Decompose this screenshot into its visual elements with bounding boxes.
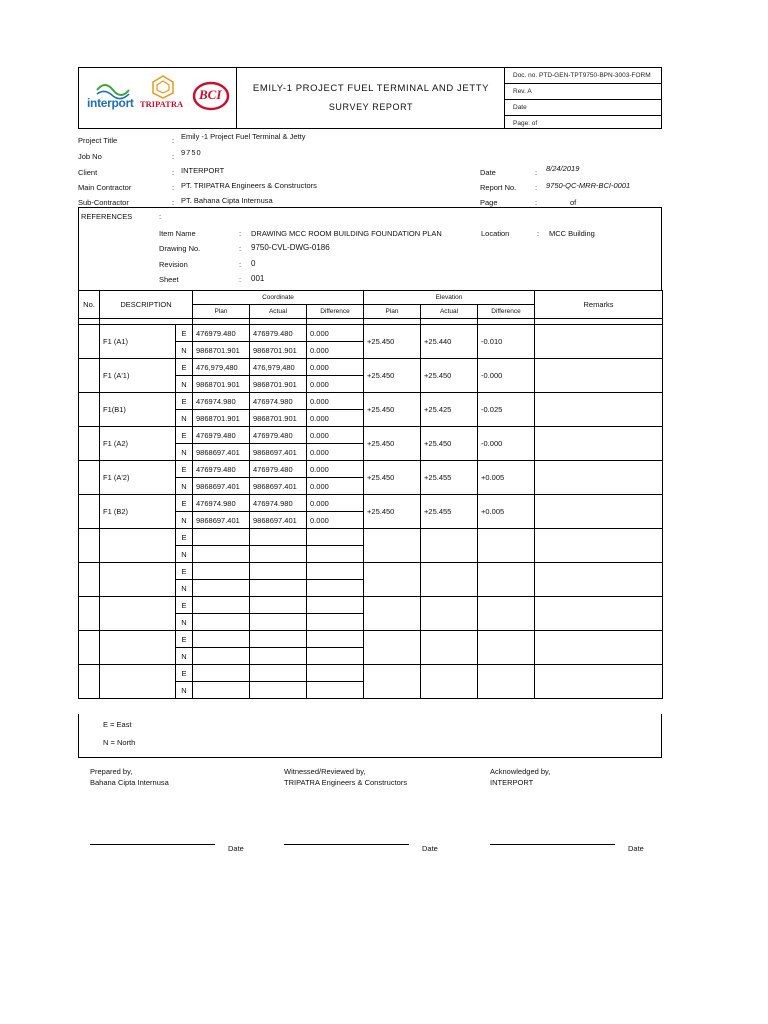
document-meta	[505, 68, 661, 128]
tripatra-logo-text: TRIPATRA	[140, 99, 184, 109]
row-n-plan	[193, 546, 250, 563]
row-e-difference: 0.000	[307, 495, 364, 512]
row-elev-plan: +25.450	[364, 461, 421, 495]
document-header	[78, 67, 662, 129]
revision-label: Revision	[159, 260, 188, 269]
row-n-actual	[250, 614, 307, 631]
row-e-difference	[307, 597, 364, 614]
sub-contractor-label: Sub-Contractor	[78, 198, 129, 207]
row-description: F1(B1)	[100, 393, 176, 427]
row-e-plan: 476,979,480	[193, 359, 250, 376]
row-n-actual: 9868701.901	[250, 376, 307, 393]
drawing-no-label: Drawing No.	[159, 244, 201, 253]
header-elevation: Elevation	[364, 291, 535, 305]
page-of: of	[570, 198, 577, 207]
row-elev-actual	[421, 597, 478, 631]
row-e-plan: 476974.980	[193, 495, 250, 512]
row-n-actual	[250, 546, 307, 563]
colon: :	[172, 183, 175, 192]
row-elev-actual: +25.440	[421, 325, 478, 359]
row-n-actual	[250, 648, 307, 665]
row-e-actual	[250, 665, 307, 682]
logo-area	[79, 68, 237, 128]
row-e-actual	[250, 529, 307, 546]
colon: :	[172, 198, 175, 207]
colon: :	[537, 229, 540, 238]
row-n-actual	[250, 682, 307, 699]
legend-east: E = East	[103, 720, 132, 729]
table-row	[79, 563, 663, 580]
row-no	[79, 461, 100, 495]
row-e-actual	[250, 631, 307, 648]
date-label: Date	[228, 844, 244, 853]
item-name-value: DRAWING MCC ROOM BUILDING FOUNDATION PLAN	[251, 229, 442, 238]
row-e-letter: E	[176, 393, 193, 410]
row-e-difference	[307, 631, 364, 648]
row-elev-difference: -0.010	[478, 325, 535, 359]
table-row	[79, 597, 663, 614]
tripatra-logo-icon	[152, 75, 174, 99]
colon: :	[535, 183, 538, 192]
row-elev-plan	[364, 529, 421, 563]
colon: :	[239, 244, 242, 253]
row-n-plan	[193, 648, 250, 665]
row-e-letter: E	[176, 359, 193, 376]
row-n-letter: N	[176, 444, 193, 461]
row-description: F1 (A'1)	[100, 359, 176, 393]
signature-line	[490, 844, 615, 845]
header-elev-actual: Actual	[421, 305, 478, 319]
row-elev-plan	[364, 631, 421, 665]
row-elev-plan	[364, 597, 421, 631]
colon: :	[535, 198, 538, 207]
row-e-actual: 476974.980	[250, 495, 307, 512]
row-no	[79, 427, 100, 461]
row-e-actual: 476979.480	[250, 427, 307, 444]
row-elev-difference	[478, 631, 535, 665]
survey-table	[78, 290, 663, 699]
legend	[78, 714, 662, 758]
document-title: EMILY-1 PROJECT FUEL TERMINAL AND JETTY	[252, 83, 490, 94]
row-e-difference: 0.000	[307, 427, 364, 444]
row-elev-actual: +25.450	[421, 427, 478, 461]
row-n-actual: 9868697.401	[250, 512, 307, 529]
revision: Rev. A	[505, 84, 661, 100]
sheet-label: Sheet	[159, 275, 179, 284]
interport-logo-text: interport	[87, 96, 134, 110]
row-description: F1 (A'2)	[100, 461, 176, 495]
row-e-plan	[193, 563, 250, 580]
row-e-letter: E	[176, 563, 193, 580]
row-elev-plan	[364, 665, 421, 699]
row-e-actual: 476,979,480	[250, 359, 307, 376]
row-elev-plan	[364, 563, 421, 597]
meta-page: Page: of	[513, 120, 538, 127]
row-n-actual: 9868701.901	[250, 342, 307, 359]
job-no-value: 9750	[181, 148, 202, 157]
client-value: INTERPORT	[181, 166, 225, 175]
row-e-plan	[193, 631, 250, 648]
header-description: DESCRIPTION	[100, 291, 193, 319]
row-n-letter: N	[176, 376, 193, 393]
row-no	[79, 393, 100, 427]
colon: :	[172, 136, 175, 145]
drawing-no-value: 9750-CVL-DWG-0186	[251, 243, 330, 252]
row-remarks	[535, 325, 663, 359]
row-n-difference: 0.000	[307, 410, 364, 427]
table-row	[79, 461, 663, 478]
row-n-actual: 9868697.401	[250, 444, 307, 461]
row-elev-difference	[478, 597, 535, 631]
colon: :	[239, 275, 242, 284]
location-label: Location	[481, 229, 510, 238]
bci-logo-text: BCI	[199, 87, 222, 102]
row-description	[100, 665, 176, 699]
row-remarks	[535, 461, 663, 495]
prepared-label: Prepared by,	[90, 767, 133, 776]
row-e-plan: 476979.480	[193, 461, 250, 478]
header-elev-plan: Plan	[364, 305, 421, 319]
row-e-plan: 476979.480	[193, 427, 250, 444]
row-n-actual: 9868701.901	[250, 410, 307, 427]
page-label: Page	[480, 198, 498, 207]
row-elev-actual: +25.425	[421, 393, 478, 427]
row-n-difference	[307, 648, 364, 665]
row-n-actual	[250, 580, 307, 597]
row-n-letter: N	[176, 410, 193, 427]
row-n-difference	[307, 580, 364, 597]
header-coord-plan: Plan	[193, 305, 250, 319]
row-elev-difference: +0.005	[478, 461, 535, 495]
main-contractor-label: Main Contractor	[78, 183, 132, 192]
row-n-difference: 0.000	[307, 478, 364, 495]
report-no-value: 9750-QC-MRR-BCI-0001	[546, 181, 631, 190]
signature-line	[284, 844, 409, 845]
row-elev-difference	[478, 563, 535, 597]
header-elev-difference: Difference	[478, 305, 535, 319]
client-label: Client	[78, 168, 98, 177]
row-remarks	[535, 631, 663, 665]
row-e-difference: 0.000	[307, 393, 364, 410]
acknowledged-by: INTERPORT	[490, 778, 534, 787]
row-e-plan	[193, 665, 250, 682]
sheet-value: 001	[251, 274, 265, 283]
row-e-difference: 0.000	[307, 359, 364, 376]
row-e-actual	[250, 563, 307, 580]
colon: :	[239, 229, 242, 238]
row-description: F1 (A2)	[100, 427, 176, 461]
row-n-letter: N	[176, 546, 193, 563]
row-elev-difference	[478, 529, 535, 563]
row-e-letter: E	[176, 631, 193, 648]
date-label: Date	[480, 168, 496, 177]
row-e-letter: E	[176, 427, 193, 444]
row-description	[100, 631, 176, 665]
row-elev-actual	[421, 665, 478, 699]
row-elev-actual: +25.455	[421, 495, 478, 529]
row-n-plan	[193, 614, 250, 631]
colon: :	[172, 152, 175, 161]
sub-contractor-value: PT. Bahana Cipta Internusa	[181, 196, 273, 205]
row-e-difference	[307, 665, 364, 682]
row-n-plan: 9868697.401	[193, 444, 250, 461]
row-elev-actual	[421, 631, 478, 665]
row-n-plan: 9868701.901	[193, 410, 250, 427]
colon: :	[535, 168, 538, 177]
row-remarks	[535, 529, 663, 563]
row-description	[100, 529, 176, 563]
row-n-plan: 9868697.401	[193, 512, 250, 529]
row-e-actual: 476979.480	[250, 325, 307, 342]
row-n-letter: N	[176, 648, 193, 665]
row-n-actual: 9868697.401	[250, 478, 307, 495]
row-e-letter: E	[176, 529, 193, 546]
job-no-label: Job No	[78, 152, 102, 161]
row-n-letter: N	[176, 342, 193, 359]
header-coord-actual: Actual	[250, 305, 307, 319]
row-n-plan: 9868697.401	[193, 478, 250, 495]
row-no	[79, 563, 100, 597]
row-e-actual: 476974.980	[250, 393, 307, 410]
colon: :	[172, 168, 175, 177]
prepared-by: Bahana Cipta Internusa	[90, 778, 169, 787]
row-elev-actual	[421, 529, 478, 563]
acknowledged-label: Acknowledged by,	[490, 767, 551, 776]
row-n-difference	[307, 546, 364, 563]
table-row	[79, 393, 663, 410]
row-e-plan	[193, 529, 250, 546]
row-remarks	[535, 495, 663, 529]
row-n-letter: N	[176, 682, 193, 699]
witnessed-by: TRIPATRA Engineers & Constructors	[284, 778, 408, 787]
colon: :	[159, 212, 162, 221]
row-e-letter: E	[176, 597, 193, 614]
row-n-letter: N	[176, 512, 193, 529]
legend-north: N = North	[103, 738, 136, 747]
table-row	[79, 529, 663, 546]
row-remarks	[535, 597, 663, 631]
date-label: Date	[422, 844, 438, 853]
row-e-plan: 476979.480	[193, 325, 250, 342]
report-no-label: Report No.	[480, 183, 517, 192]
project-title-value: Emily -1 Project Fuel Terminal & Jetty	[181, 132, 306, 141]
row-elev-plan: +25.450	[364, 359, 421, 393]
row-description: F1 (B2)	[100, 495, 176, 529]
row-n-letter: N	[176, 614, 193, 631]
doc-number: Doc. no. PTD-GEN-TPT9750-BPN-3003-FORM	[505, 68, 661, 84]
row-remarks	[535, 427, 663, 461]
row-n-plan	[193, 580, 250, 597]
row-no	[79, 665, 100, 699]
project-title-label: Project Title	[78, 136, 118, 145]
header-coordinate: Coordinate	[193, 291, 364, 305]
table-row	[79, 665, 663, 682]
document-subtitle: SURVEY REPORT	[328, 102, 414, 112]
row-elev-plan: +25.450	[364, 325, 421, 359]
row-elev-difference: -0.000	[478, 427, 535, 461]
row-remarks	[535, 665, 663, 699]
row-n-plan: 9868701.901	[193, 376, 250, 393]
row-n-difference: 0.000	[307, 444, 364, 461]
row-elev-difference: +0.005	[478, 495, 535, 529]
table-row	[79, 495, 663, 512]
row-e-difference	[307, 529, 364, 546]
header-coord-difference: Difference	[307, 305, 364, 319]
title-area	[237, 68, 505, 128]
row-e-difference	[307, 563, 364, 580]
header-no: No.	[79, 291, 100, 319]
row-no	[79, 359, 100, 393]
table-row	[79, 631, 663, 648]
references-label: REFERENCES	[81, 212, 133, 221]
row-e-difference: 0.000	[307, 461, 364, 478]
row-n-difference: 0.000	[307, 376, 364, 393]
header-remarks: Remarks	[535, 291, 663, 319]
main-contractor-value: PT. TRIPATRA Engineers & Constructors	[181, 181, 317, 190]
row-no	[79, 631, 100, 665]
row-elev-actual	[421, 563, 478, 597]
row-description	[100, 597, 176, 631]
header-row	[79, 291, 663, 305]
row-n-difference	[307, 682, 364, 699]
row-elev-plan: +25.450	[364, 393, 421, 427]
row-elev-difference	[478, 665, 535, 699]
row-elev-plan: +25.450	[364, 495, 421, 529]
row-no	[79, 597, 100, 631]
row-elev-difference: -0.000	[478, 359, 535, 393]
row-e-letter: E	[176, 665, 193, 682]
row-remarks	[535, 393, 663, 427]
row-remarks	[535, 359, 663, 393]
row-elev-actual: +25.450	[421, 359, 478, 393]
references-section	[78, 207, 662, 291]
row-no	[79, 495, 100, 529]
row-n-plan	[193, 682, 250, 699]
row-e-letter: E	[176, 461, 193, 478]
meta-date: Date	[505, 100, 661, 116]
row-no	[79, 325, 100, 359]
colon: :	[239, 260, 242, 269]
row-e-difference: 0.000	[307, 325, 364, 342]
date-value: 8/24/2019	[546, 164, 580, 173]
table-row	[79, 427, 663, 444]
row-elev-difference: -0.025	[478, 393, 535, 427]
date-label: Date	[628, 844, 644, 853]
row-no	[79, 529, 100, 563]
table-row	[79, 325, 663, 342]
location-value: MCC Building	[549, 229, 595, 238]
row-e-letter: E	[176, 495, 193, 512]
table-row	[79, 359, 663, 376]
row-n-letter: N	[176, 478, 193, 495]
revision-value: 0	[251, 259, 256, 268]
row-elev-plan: +25.450	[364, 427, 421, 461]
row-e-plan: 476974.980	[193, 393, 250, 410]
row-e-plan	[193, 597, 250, 614]
row-n-letter: N	[176, 580, 193, 597]
row-e-actual: 476979.480	[250, 461, 307, 478]
row-n-difference: 0.000	[307, 512, 364, 529]
row-e-actual	[250, 597, 307, 614]
signature-line	[90, 844, 215, 845]
row-remarks	[535, 563, 663, 597]
row-description	[100, 563, 176, 597]
row-n-difference	[307, 614, 364, 631]
row-elev-actual: +25.455	[421, 461, 478, 495]
witnessed-label: Witnessed/Reviewed by,	[284, 767, 366, 776]
row-n-plan: 9868701.901	[193, 342, 250, 359]
item-name-label: Item Name	[159, 229, 196, 238]
row-n-difference: 0.000	[307, 342, 364, 359]
row-description: F1 (A1)	[100, 325, 176, 359]
row-e-letter: E	[176, 325, 193, 342]
